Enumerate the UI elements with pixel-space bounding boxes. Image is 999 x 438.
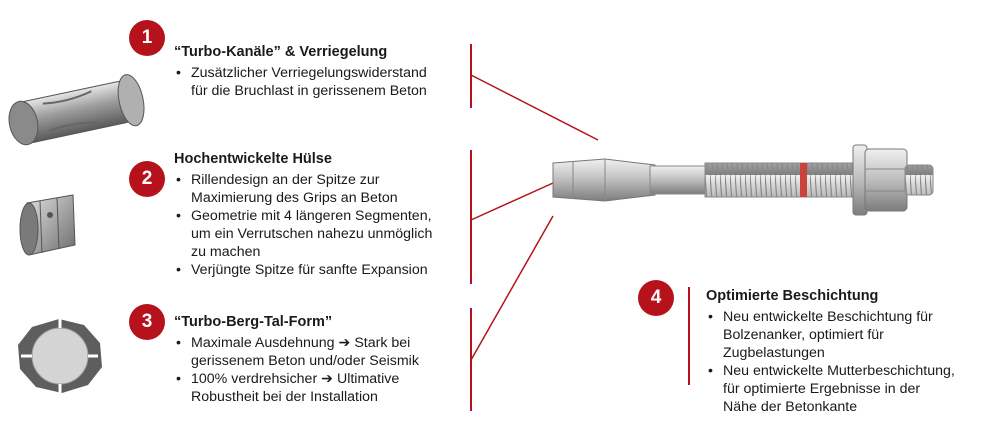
bullet: • Neu entwickelte Mutterbeschichtung, für optimierte Ergebnisse in der Nähe der Betonkante xyxy=(706,362,955,416)
bullet: • Maximale Ausdehnung ➔ Stark bei gerissenem Beton und/oder Seismik xyxy=(174,334,419,370)
section-4-bullets xyxy=(706,308,955,416)
bullet: • Geometrie mit 4 längeren Segmenten, um ein Verrutschen nahezu unmöglich zu machen xyxy=(174,207,432,261)
section-2-bullets xyxy=(174,171,432,279)
cross-section-image xyxy=(12,315,107,395)
anchor-bolt-image xyxy=(545,135,945,225)
sleeve-image xyxy=(15,185,85,265)
bullet: • Rillendesign an der Spitze zur Maximierung des Grips an Beton xyxy=(174,171,432,207)
section-1-title: “Turbo-Kanäle” & Verriegelung xyxy=(174,44,388,60)
section-1-bullets xyxy=(174,64,427,100)
connector-2 xyxy=(471,183,553,220)
wedge-clip-image xyxy=(0,60,160,160)
section-4-title: Optimierte Beschichtung xyxy=(706,288,879,304)
badge-3: 3 xyxy=(129,304,165,340)
section-3-title: “Turbo-Berg-Tal-Form” xyxy=(174,314,333,330)
bullet: • Verjüngte Spitze für sanfte Expansion xyxy=(174,261,432,279)
connector-3 xyxy=(471,216,553,360)
bullet: • 100% verdrehsicher ➔ Ultimative Robustheit bei der Installation xyxy=(174,370,419,406)
bullet: • Neu entwickelte Beschichtung für Bolzenanker, optimiert für Zugbelastungen xyxy=(706,308,955,362)
connector-1 xyxy=(471,75,598,140)
badge-1: 1 xyxy=(129,20,165,56)
badge-2: 2 xyxy=(129,161,165,197)
badge-4: 4 xyxy=(638,280,674,316)
section-3-bullets xyxy=(174,334,419,406)
section-2-title: Hochentwickelte Hülse xyxy=(174,151,332,167)
bullet: • Zusätzlicher Verriegelungswiderstand für die Bruchlast in gerissenem Beton xyxy=(174,64,427,100)
